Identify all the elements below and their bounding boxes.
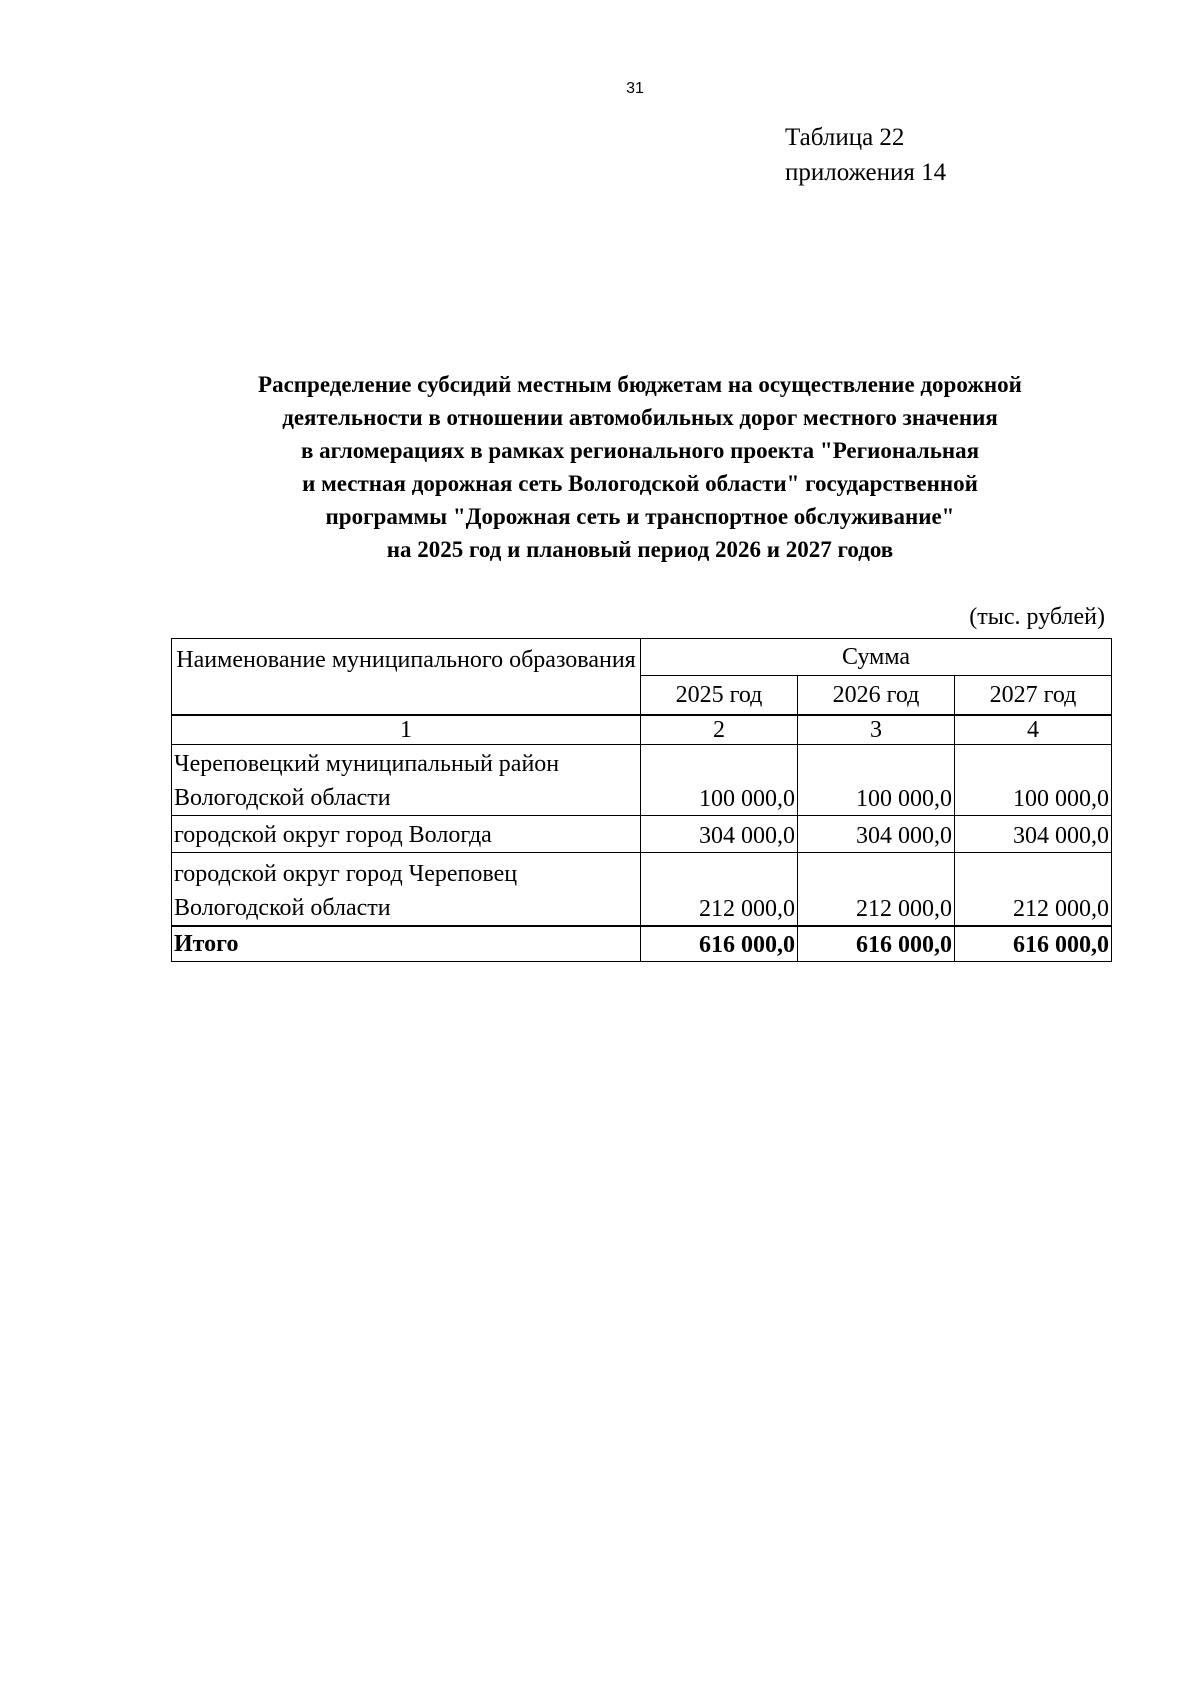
appendix-reference (785, 120, 946, 190)
title-line: Распределение субсидий местным бюджетам на осуществление дорожной (258, 372, 1022, 397)
header-sum: Сумма (641, 639, 1112, 676)
column-number: 2 (641, 715, 798, 745)
column-number: 1 (172, 715, 641, 745)
total-2026: 616 000,0 (798, 926, 955, 962)
total-2027: 616 000,0 (955, 926, 1112, 962)
title-line: и местная дорожная сеть Вологодской области" государственной (302, 471, 978, 496)
subsidy-table (171, 638, 1112, 962)
amount-2025: 304 000,0 (641, 816, 798, 853)
title-line: в агломерациях в рамках регионального проекта "Региональная (300, 438, 980, 463)
municipality-name: городской округ город Череповец Вологодской области (172, 853, 641, 927)
title-line: деятельности в отношении автомобильных дорог местного значения (282, 405, 998, 430)
title-line: программы "Дорожная сеть и транспортное обслуживание" (325, 504, 955, 529)
amount-2027: 212 000,0 (955, 853, 1112, 927)
header-year-2025: 2025 год (641, 676, 798, 716)
amount-2026: 100 000,0 (798, 745, 955, 816)
amount-2025: 212 000,0 (641, 853, 798, 927)
amount-2025: 100 000,0 (641, 745, 798, 816)
table-row (172, 816, 1112, 853)
total-row (172, 926, 1112, 962)
table-number: Таблица 22 (785, 124, 905, 151)
document-title (160, 368, 1120, 566)
municipality-name: городской округ город Вологда (172, 816, 641, 853)
header-year-2026: 2026 год (798, 676, 955, 716)
header-row (172, 639, 1112, 676)
column-number: 3 (798, 715, 955, 745)
page-number: 31 (626, 80, 644, 97)
total-label: Итого (172, 926, 641, 962)
total-2025: 616 000,0 (641, 926, 798, 962)
amount-2027: 100 000,0 (955, 745, 1112, 816)
units-label: (тыс. рублей) (969, 604, 1105, 630)
header-year-2027: 2027 год (955, 676, 1112, 716)
amount-2026: 304 000,0 (798, 816, 955, 853)
header-municipality: Наименование муниципального образования (172, 639, 641, 716)
table-row (172, 853, 1112, 927)
amount-2026: 212 000,0 (798, 853, 955, 927)
appendix-number: приложения 14 (785, 159, 947, 186)
column-number: 4 (955, 715, 1112, 745)
title-line: на 2025 год и плановый период 2026 и 2027 годов (386, 537, 894, 562)
municipality-name: Череповецкий муниципальный район Вологодской области (172, 745, 641, 816)
table-row (172, 745, 1112, 816)
amount-2027: 304 000,0 (955, 816, 1112, 853)
column-number-row (172, 715, 1112, 745)
